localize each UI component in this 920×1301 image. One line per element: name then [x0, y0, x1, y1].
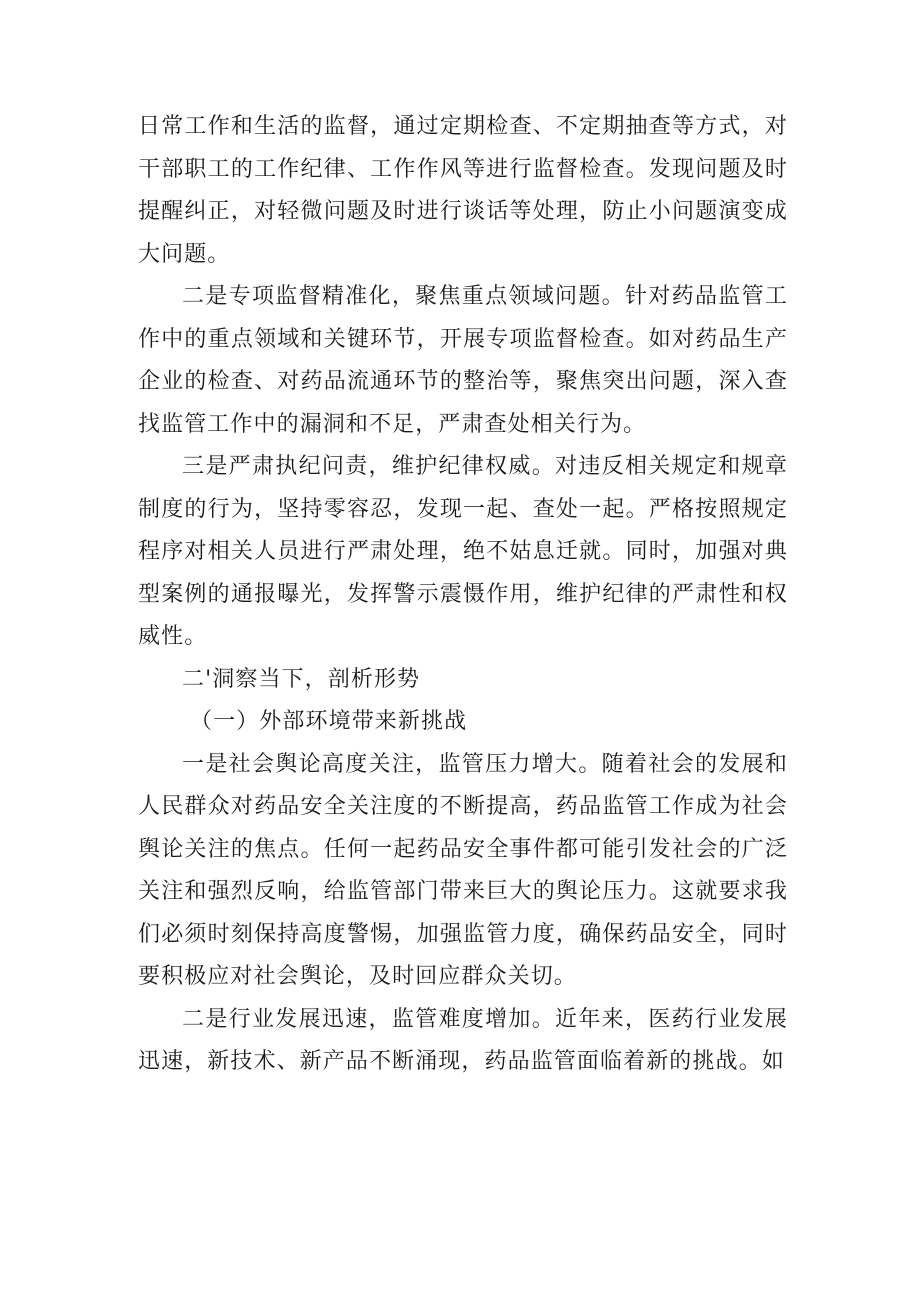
paragraph-daily-supervision: 日常工作和生活的监督，通过定期检查、不定期抽查等方式，对干部职工的工作纪律、工作作风等进行监督检查。发现问题及时提醒纠正，对轻微问题及时进行谈话等处理，防止小问题演变成大问题。 [138, 114, 788, 267]
document-body [138, 106, 788, 1084]
paragraph-public-opinion: 一是社会舆论高度关注，监管压力增大。随着社会的发展和人民群众对药品安全关注度的不断提高，药品监管工作成为社会舆论关注的焦点。任何一起药品安全事件都可能引发社会的广泛关注和强烈反响，给监管部门带来巨大的舆论压力。这就要求我们必须时刻保持高度警惕，加强监管力度，确保药品安全，同时要积极应对社会舆论，及时回应群众关切。 [138, 751, 788, 989]
paragraph-special-supervision: 二是专项监督精准化，聚焦重点领域问题。针对药品监管工作中的重点领域和关键环节，开展专项监督检查。如对药品生产企业的检查、对药品流通环节的整治等，聚焦突出问题，深入查找监管工作中的漏洞和不足，严肃查处相关行为。 [138, 284, 788, 437]
paragraph-industry-development: 二是行业发展迅速，监管难度增加。近年来，医药行业发展迅速，新技术、新产品不断涌现，药品监管面临着新的挑战。如 [138, 1006, 788, 1074]
paragraph-discipline-accountability: 三是严肃执纪问责，维护纪律权威。对违反相关规定和规章制度的行为，坚持零容忍，发现一起、查处一起。严格按照规定程序对相关人员进行严肃处理，绝不姑息迁就。同时，加强对典型案例的通报曝光，发挥警示震慑作用，维护纪律的严肃性和权威性。 [138, 454, 788, 649]
subsection-heading: （一）外部环境带来新挑战 [190, 709, 468, 734]
section-heading: 二'洞察当下，剖析形势 [182, 666, 421, 692]
